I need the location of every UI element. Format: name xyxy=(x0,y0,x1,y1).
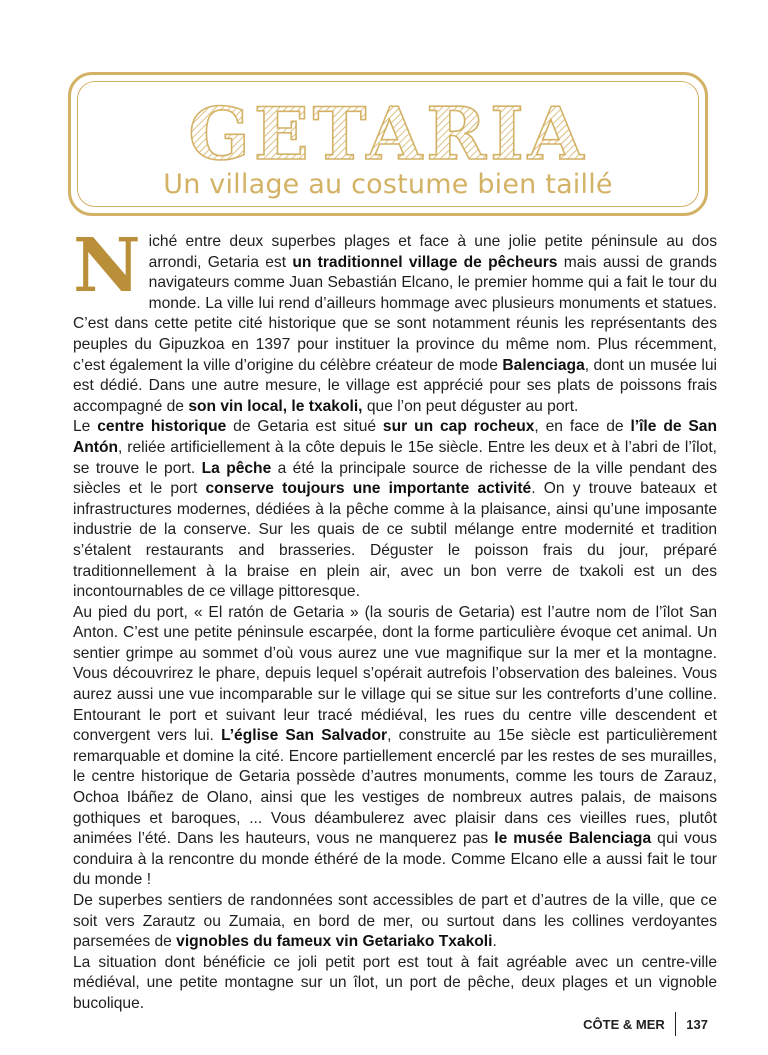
bold-text: un traditionnel village de pêcheurs xyxy=(292,253,558,271)
bold-text: son vin local, le txakoli, xyxy=(188,397,363,415)
text-run: La situation dont bénéficie ce joli petit port est tout à fait agréable avec un centre-ville médiéval, une petite montagne sur un îlot, un port de pêche, deux plages et un vignoble bucolique. xyxy=(73,953,717,1012)
footer-separator xyxy=(675,1012,677,1036)
text-run: . xyxy=(492,933,497,951)
article-body xyxy=(73,223,718,1015)
text-run: a été la principale source de richesse de la ville pendant des siècles et le port xyxy=(73,459,717,498)
title-frame xyxy=(68,72,708,216)
bold-text: le musée Balenciaga xyxy=(494,830,652,848)
article-paragraph xyxy=(73,417,717,602)
text-run: que l’on peut déguster au port. xyxy=(362,397,579,415)
article-paragraph xyxy=(73,603,717,891)
text-run: mais aussi de grands navigateurs comme Juan Sebastián Elcano, le premier homme qui a fait le tour du monde. La ville lui rend d’ailleurs hommage avec plusieurs monuments et statues. C’est dans cette petite cité historique que se sont notamment réunis les représentants des peuples du Gipuzkoa en 1397 pour instituer la province du même nom. Plus récemment, c’est également la ville d’origine du célèbre créateur de mode xyxy=(73,253,717,374)
bold-text: La pêche xyxy=(201,459,272,477)
bold-text: vignobles du fameux vin Getariako Txakoli xyxy=(176,933,493,951)
article-paragraphs xyxy=(73,223,718,1015)
text-run: de Getaria est situé xyxy=(226,418,383,436)
text-run: , en face de xyxy=(534,418,631,436)
text-run: , dont un musée lui est dédié. Dans une autre mesure, le village est apprécié pour ses plats de poissons frais accompagné de xyxy=(73,356,717,415)
bold-text: sur un cap rocheux xyxy=(382,418,535,436)
bold-text: Balenciaga xyxy=(502,356,585,374)
article-paragraph xyxy=(73,891,717,953)
text-run: Le xyxy=(73,418,98,436)
bold-text: l’île de San Antón xyxy=(73,418,717,456)
text-run: , construite au 15e siècle est particulièrement remarquable et domine la cité. Encore partiellement encerclé par les restes de ses murailles, le centre historique de Getaria possède d’autres monuments, comme les tours de Zarauz, Ochoa Ibáñez de Olano, ainsi que les vestiges de nombreux autres palais, de maisons gothiques et baroques, ... Vous déambulerez avec plaisir dans ces vieilles rues, plutôt animées l’été. Dans les hauteurs, vous ne manquerez pas xyxy=(73,727,718,848)
page-subtitle: Un village au costume bien taillé xyxy=(163,169,613,200)
article-paragraph xyxy=(73,953,717,1015)
text-run: De superbes sentiers de randonnées sont accessibles de part et d’autres de la ville, que ce soit vers Zarautz ou Zumaia, en bord de mer, ou surtout dans les collines verdoyantes parsemées de xyxy=(73,892,717,951)
text-run: Au pied du port, « El ratón de Getaria » (la souris de Getaria) est l’autre nom de l’îlot San Anton. C’est une petite péninsule escarpée, dont la forme particulière évoque cet animal. Un sentier grimpe au sommet d’où vous aurez une vue magnifique sur la mer et la montagne. Vous découvrirez le phare, depuis lequel s’opérait autrefois l’observation des baleines. Vous aurez aussi une vue incomparable sur le village qui se situe sur les contreforts d’une colline. Entourant le port et suivant leur tracé médiéval, les rues du centre ville descendent et convergent vers lui. xyxy=(73,603,717,745)
page-title: GETARIA xyxy=(188,91,588,176)
text-run: qui vous conduira à la rencontre du monde éthéré de la mode. Comme Elcano elle a aussi fait le tour du monde ! xyxy=(73,830,717,889)
drop-cap: N xyxy=(73,223,141,309)
bold-text: centre historique xyxy=(97,418,227,436)
bold-text: L’église San Salvador xyxy=(221,727,388,745)
magazine-name: CÔTE & MER xyxy=(583,1016,665,1032)
text-run: . On y trouve bateaux et infrastructures modernes, dédiées à la pêche comme à la plaisance, ainsi qu’une imposante industrie de la conserve. Sur les quais de ce subtil mélange entre modernité et tradition s’étalent restaurants and brasseries. Déguster le poisson frais du jour, préparé traditionnellement à la braise en plein air, avec un bon verre de txakoli est un des incontournables de ce village pittoresque. xyxy=(73,480,717,601)
article-paragraph xyxy=(73,223,717,417)
bold-text: conserve toujours une importante activité xyxy=(205,480,532,498)
page-number: 137 xyxy=(686,1016,708,1032)
page-footer xyxy=(583,1012,708,1036)
text-run: , reliée artificiellement à la côte depuis le 15e siècle. Entre les deux et à l’abri de l’îlot, se trouve le port. xyxy=(73,438,717,477)
text-run: iché entre deux superbes plages et face à une jolie petite péninsule au dos arrondi, Getaria est xyxy=(148,233,717,271)
